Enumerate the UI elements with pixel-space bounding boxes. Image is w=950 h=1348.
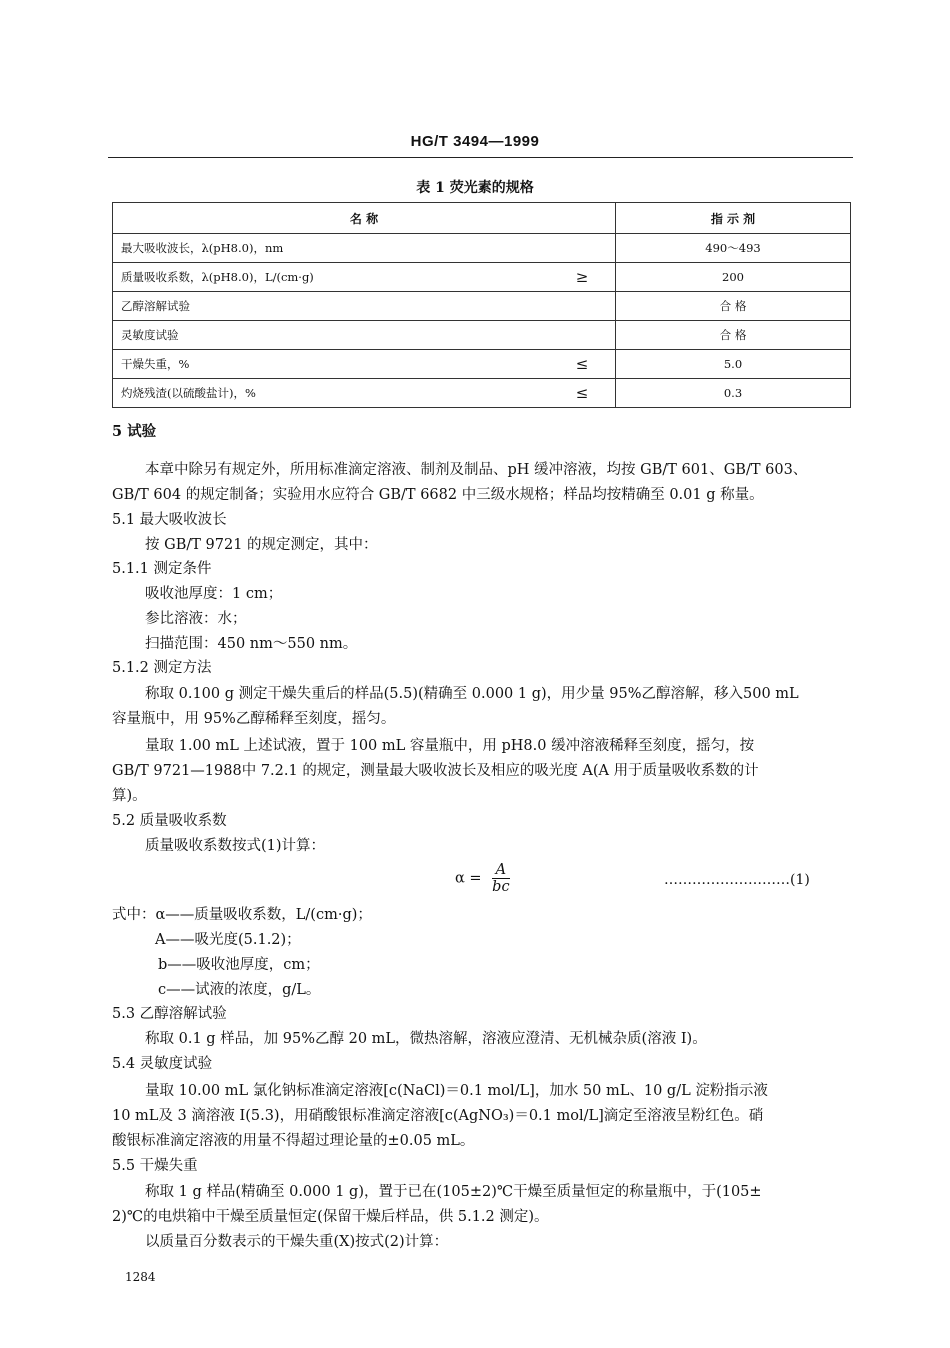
section-5-2-text: 质量吸收系数按式(1)计算：	[145, 838, 326, 854]
condition-cell-thickness: 吸收池厚度：1 cm；	[145, 586, 283, 602]
formula-denominator: bc	[492, 879, 510, 895]
table-row	[113, 263, 851, 292]
row-name: 质量吸收系数，λ(pH8.0)，L/(cm·g)	[113, 263, 550, 292]
row-name: 干燥失重，%	[113, 350, 550, 379]
row-name: 灵敏度试验	[113, 321, 550, 350]
where-line4: c——试液的浓度，g/L。	[158, 982, 321, 998]
section-5-title: 5 试验	[112, 423, 157, 440]
section-5-intro-line2: GB/T 604 的规定制备；实验用水应符合 GB/T 6682 中三级水规格；样品均按精确至 0.01 g 称量。	[112, 487, 764, 503]
standard-header: HG/T 3494—1999	[410, 133, 540, 150]
table-row	[113, 350, 851, 379]
table-row	[113, 321, 851, 350]
spec-table	[112, 202, 851, 408]
row-sym	[549, 321, 616, 350]
method-para2-line3: 算)。	[112, 788, 147, 804]
section-5-5-line3: 以质量百分数表示的干燥失重(X)按式(2)计算：	[145, 1234, 449, 1250]
row-value: 合 格	[616, 321, 851, 350]
row-name: 最大吸收波长，λ(pH8.0)，nm	[113, 234, 550, 263]
section-5-1-text: 按 GB/T 9721 的规定测定，其中：	[145, 537, 378, 553]
table-row	[113, 292, 851, 321]
section-5-4-title: 5.4 灵敏度试验	[112, 1056, 213, 1072]
header-rule	[108, 157, 853, 158]
formula-lhs: α =	[455, 870, 482, 887]
condition-scan-range: 扫描范围：450 nm～550 nm。	[145, 636, 358, 652]
section-5-4-line2: 10 mL及 3 滴溶液 I(5.3)，用硝酸银标准滴定溶液[c(AgNO₃)＝0.1 mol/L]滴定至溶液呈粉红色。硝	[112, 1108, 764, 1124]
method-para2-line1: 量取 1.00 mL 上述试液，置于 100 mL 容量瓶中，用 pH8.0 缓冲溶液稀释至刻度，摇匀，按	[145, 738, 755, 754]
row-value: 490～493	[616, 234, 851, 263]
section-5-5-title: 5.5 干燥失重	[112, 1158, 198, 1174]
section-5-4-line3: 酸银标准滴定溶液的用量不得超过理论量的±0.05 mL。	[112, 1133, 475, 1149]
section-5-5-line1: 称取 1 g 样品(精确至 0.000 1 g)，置于已在(105±2)℃干燥至质量恒定的称量瓶中，于(105±	[145, 1184, 762, 1200]
method-para2-line2: GB/T 9721—1988中 7.2.1 的规定，测量最大吸收波长及相应的吸光度 A(A 用于质量吸收系数的计	[112, 763, 759, 779]
section-5-5-line2: 2)℃的电烘箱中干燥至质量恒定(保留干燥后样品，供 5.1.2 测定)。	[112, 1209, 549, 1225]
section-5-3-text: 称取 0.1 g 样品，加 95%乙醇 20 mL，微热溶解，溶液应澄清、无机械杂质(溶液 I)。	[145, 1031, 707, 1047]
col-header-indicator: 指 示 剂	[616, 203, 851, 234]
formula-number: ………………………(1)	[664, 872, 810, 888]
formula-numerator: A	[492, 862, 509, 879]
row-name: 灼烧残渣(以硫酸盐计)，%	[113, 379, 550, 408]
where-line3: b——吸收池厚度，cm；	[158, 957, 320, 973]
row-value: 合 格	[616, 292, 851, 321]
row-sym: ≥	[549, 263, 616, 292]
formula-fraction	[492, 862, 509, 895]
condition-reference: 参比溶液：水；	[145, 611, 247, 627]
table-row	[113, 379, 851, 408]
method-para1-line2: 容量瓶中，用 95%乙醇稀释至刻度，摇匀。	[112, 711, 396, 727]
section-5-1-2-title: 5.1.2 测定方法	[112, 660, 212, 676]
where-line1: 式中：α——质量吸收系数，L/(cm·g)；	[112, 907, 372, 923]
formula-1	[455, 862, 510, 895]
row-sym	[549, 292, 616, 321]
row-value: 200	[616, 263, 851, 292]
row-name: 乙醇溶解试验	[113, 292, 550, 321]
row-value: 5.0	[616, 350, 851, 379]
section-5-1-title: 5.1 最大吸收波长	[112, 512, 227, 528]
col-header-name: 名 称	[113, 203, 616, 234]
table-row	[113, 234, 851, 263]
row-sym: ≤	[549, 350, 616, 379]
page-number: 1284	[125, 1270, 156, 1284]
section-5-2-title: 5.2 质量吸收系数	[112, 813, 227, 829]
section-5-intro-line1: 本章中除另有规定外，所用标准滴定溶液、制剂及制品、pH 缓冲溶液，均按 GB/T 601、GB/T 603、	[145, 462, 808, 478]
section-5-1-1-title: 5.1.1 测定条件	[112, 561, 212, 577]
row-value: 0.3	[616, 379, 851, 408]
section-5-4-line1: 量取 10.00 mL 氯化钠标准滴定溶液[c(NaCl)＝0.1 mol/L]，加水 50 mL、10 g/L 淀粉指示液	[145, 1083, 768, 1099]
table-caption: 表 1 荧光素的规格	[416, 180, 534, 196]
row-sym	[549, 234, 616, 263]
section-5-3-title: 5.3 乙醇溶解试验	[112, 1006, 227, 1022]
table-header-row	[113, 203, 851, 234]
method-para1-line1: 称取 0.100 g 测定干燥失重后的样品(5.5)(精确至 0.000 1 g)，用少量 95%乙醇溶解，移入500 mL	[145, 686, 799, 702]
where-line2: A——吸光度(5.1.2)；	[155, 932, 301, 948]
row-sym: ≤	[549, 379, 616, 408]
